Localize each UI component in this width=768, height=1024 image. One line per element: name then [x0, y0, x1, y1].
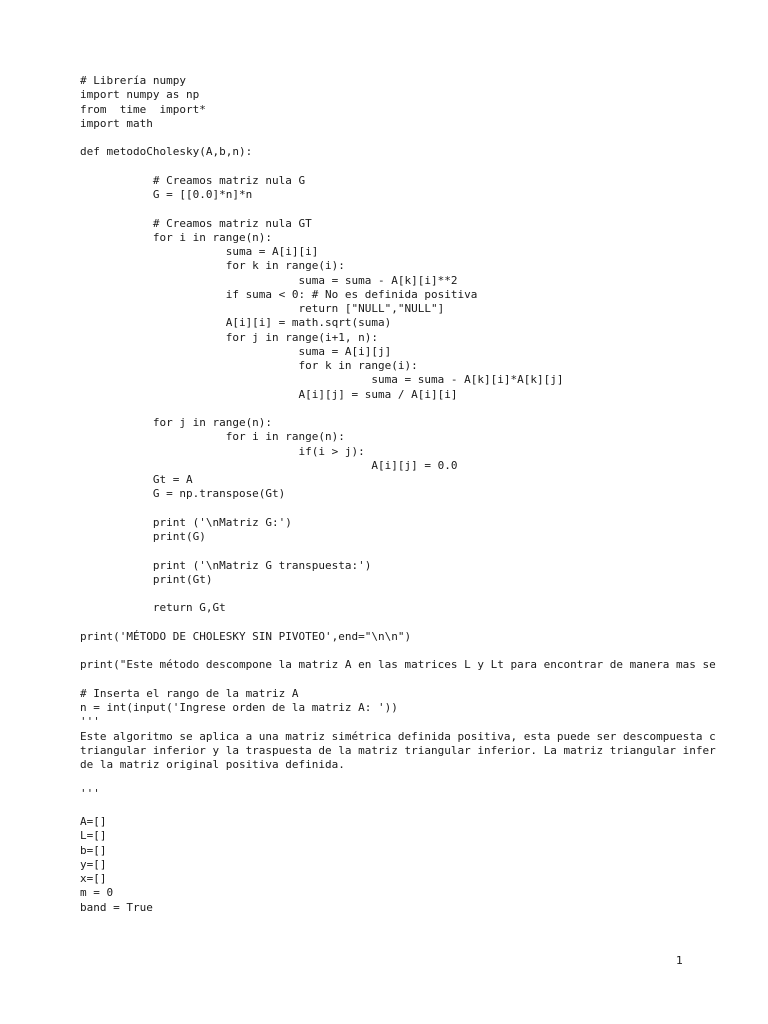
code-line: for k in range(i): [80, 259, 345, 273]
code-line: Gt = A [80, 473, 193, 486]
code-line [80, 544, 716, 558]
code-line: suma = A[i][j] [80, 344, 392, 358]
code-line [80, 502, 716, 516]
code-line [80, 587, 716, 601]
code-block [80, 74, 716, 915]
code-line: print ('\nMatriz G:') [80, 515, 292, 529]
code-line: ''' [80, 786, 100, 800]
code-line: return ["NULL","NULL"] [80, 302, 445, 315]
code-line: if suma < 0: # No es definida positiva [80, 287, 478, 301]
code-line: suma = suma - A[k][i]**2 [80, 273, 458, 287]
code-line [80, 644, 716, 658]
code-line: print(Gt) [80, 572, 213, 586]
code-line: print(G) [80, 530, 206, 543]
code-line: x=[] [80, 872, 107, 885]
code-line: A[i][j] = 0.0 [80, 458, 458, 472]
code-line: # Creamos matriz nula GT [80, 216, 312, 230]
code-line: for k in range(i): [80, 359, 418, 372]
code-line: for j in range(n): [80, 416, 273, 429]
code-line: print("Este método descompone la matriz A en las matrices L y Lt para encontrar de manera mas se [80, 658, 716, 672]
code-line: # Librería numpy [80, 74, 186, 87]
code-line: A=[] [80, 815, 107, 828]
code-line: suma = suma - A[k][i]*A[k][j] [80, 373, 564, 387]
code-line [80, 160, 716, 174]
code-line [80, 673, 716, 687]
code-line [80, 131, 716, 145]
code-line: suma = A[i][i] [80, 245, 319, 258]
code-line: b=[] [80, 843, 107, 857]
code-line: # Creamos matriz nula G [80, 173, 306, 187]
page-number: 1 [676, 954, 683, 967]
code-line: ''' [80, 715, 100, 729]
code-line: import math [80, 116, 153, 130]
code-line: for i in range(n): [80, 230, 273, 244]
code-line: G = np.transpose(Gt) [80, 487, 286, 501]
code-line: # Inserta el rango de la matriz A [80, 686, 299, 700]
code-line: for j in range(i+1, n): [80, 330, 379, 344]
code-line: band = True [80, 900, 153, 914]
code-line: if(i > j): [80, 444, 365, 458]
code-line: print ('\nMatriz G transpuesta:') [80, 558, 372, 572]
code-line: Este algoritmo se aplica a una matriz simétrica definida positiva, esta puede ser descompuesta c [80, 729, 716, 743]
code-line: L=[] [80, 829, 107, 843]
code-line: def metodoCholesky(A,b,n): [80, 145, 253, 159]
code-line: return G,Gt [80, 601, 226, 615]
code-line: A[i][i] = math.sqrt(suma) [80, 316, 392, 330]
code-line [80, 402, 716, 416]
code-line [80, 202, 716, 216]
code-line: triangular inferior y la traspuesta de la matriz triangular inferior. La matriz triangular infer [80, 743, 716, 757]
code-line: import numpy as np [80, 88, 200, 102]
code-line [80, 772, 716, 786]
code-line: m = 0 [80, 886, 114, 900]
code-line: n = int(input('Ingrese orden de la matriz A: ')) [80, 701, 398, 714]
code-line: from time import* [80, 102, 206, 116]
code-line [80, 616, 716, 630]
code-line: print('MÉTODO DE CHOLESKY SIN PIVOTEO',end="\n\n") [80, 629, 412, 643]
code-line: A[i][j] = suma / A[i][i] [80, 387, 458, 401]
code-line: for i in range(n): [80, 430, 345, 444]
code-line [80, 801, 716, 815]
code-line: de la matriz original positiva definida. [80, 758, 345, 771]
code-line: y=[] [80, 857, 107, 871]
code-line: G = [[0.0]*n]*n [80, 188, 253, 201]
